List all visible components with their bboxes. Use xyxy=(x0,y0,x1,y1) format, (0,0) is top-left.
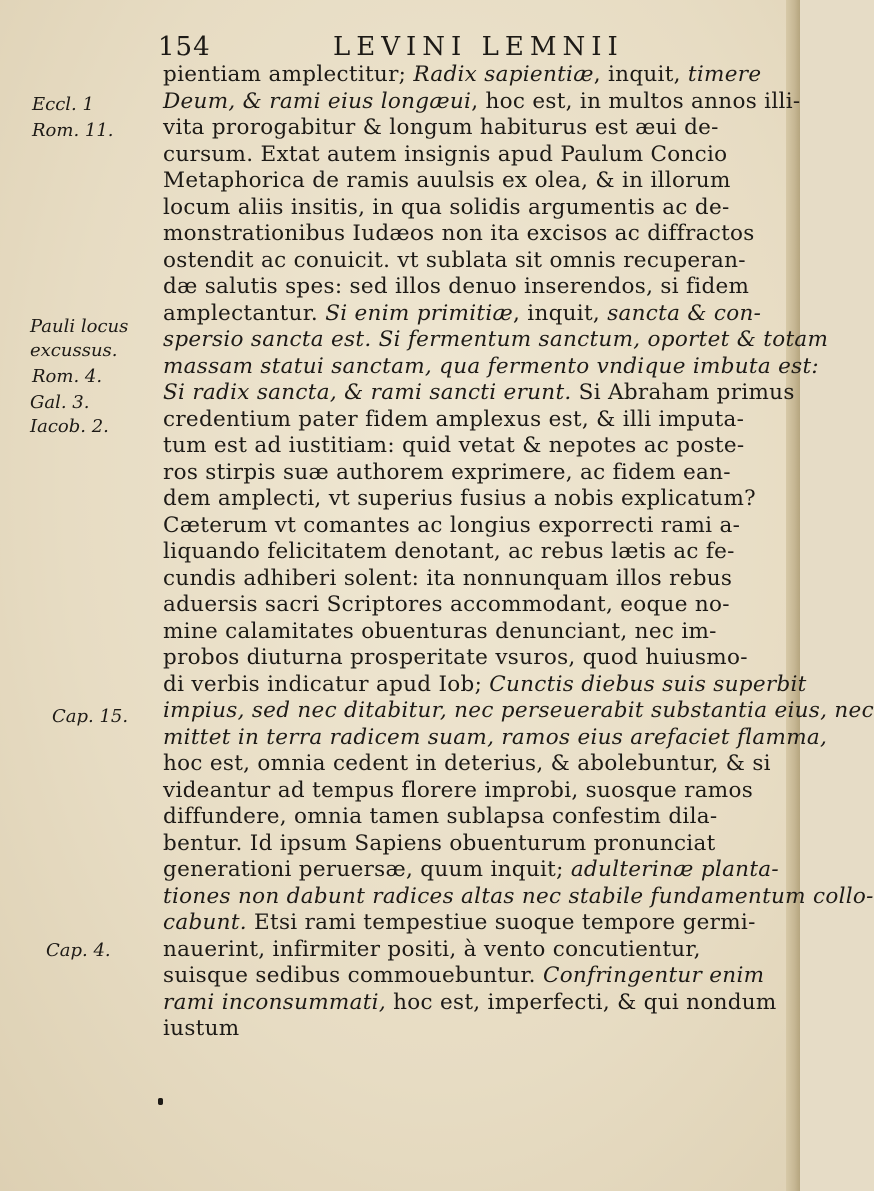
italic-segment: sancta & con- xyxy=(607,300,762,326)
roman-segment: tum est ad iustitiam: quid vetat & nepotes ac poste- xyxy=(163,433,745,458)
roman-segment: Metaphorica de ramis auulsis ex olea, & in illorum xyxy=(163,168,731,193)
text-line xyxy=(163,804,783,831)
text-line xyxy=(163,937,783,964)
text-line xyxy=(163,592,783,619)
running-head: LEVINI LEMNII xyxy=(333,32,624,62)
roman-segment: credentium pater fidem amplexus est, & illi imputa- xyxy=(163,406,745,432)
text-line xyxy=(163,566,783,593)
text-line xyxy=(163,751,783,778)
text-line xyxy=(163,433,783,460)
roman-segment: liquando felicitatem denotant, ac rebus lætis ac fe- xyxy=(163,539,735,564)
roman-segment: nauerint, infirmiter positi, à vento concutientur, xyxy=(163,936,701,962)
italic-segment: cabunt. xyxy=(163,910,247,935)
text-line xyxy=(163,407,783,434)
text-line xyxy=(163,831,783,858)
text-line xyxy=(163,301,783,328)
italic-segment: Si radix sancta, & rami sancti erunt. xyxy=(163,380,572,405)
roman-segment: amplectantur. xyxy=(163,300,326,326)
text-line xyxy=(163,963,783,990)
text-line xyxy=(163,698,874,725)
margin-notes xyxy=(30,0,155,1191)
text-line xyxy=(163,619,783,646)
roman-segment: generationi peruersæ, quum inquit; xyxy=(163,857,571,882)
roman-segment: hoc est, imperfecti, & qui nondum xyxy=(385,989,777,1015)
roman-segment: pientiam amplectitur; xyxy=(163,62,414,87)
text-line xyxy=(163,778,783,805)
text-line xyxy=(163,486,783,513)
roman-segment: ros stirpis suæ authorem exprimere, ac fidem ean- xyxy=(163,459,731,485)
text-line xyxy=(163,857,783,884)
roman-segment: , inquit, xyxy=(593,62,688,87)
roman-segment: Si Abraham primus xyxy=(571,380,795,405)
text-line xyxy=(163,910,783,937)
italic-segment: mittet in terra radicem suam, ramos eius arefaciet flamma, xyxy=(163,724,828,750)
italic-segment: spersio sancta est. Si fermentum sanctum, oportet & totam xyxy=(163,327,829,352)
margin-note: Cap. 4. xyxy=(46,940,111,961)
text-line xyxy=(163,274,783,301)
roman-segment: dæ salutis spes: sed illos denuo inserendos, si fidem xyxy=(163,274,750,299)
text-line xyxy=(163,248,783,275)
roman-segment: locum aliis insitis, in qua solidis argumentis ac de- xyxy=(163,194,730,220)
roman-segment: vita prorogabitur & longum habiturus est æui de- xyxy=(163,115,719,140)
roman-segment: hoc est, omnia cedent in deterius, & abolebuntur, & si xyxy=(163,751,771,776)
margin-note: Cap. 15. xyxy=(52,706,129,727)
roman-segment: cundis adhiberi solent: ita nonnunquam illos rebus xyxy=(163,565,733,591)
italic-segment: Cunctis diebus suis superbit xyxy=(489,671,807,697)
italic-segment: impius, sed nec ditabitur, nec perseuerabit substantia eius, nec xyxy=(163,698,874,723)
margin-note: Rom. 11. xyxy=(32,120,114,141)
text-line xyxy=(163,990,783,1017)
text-line xyxy=(163,88,801,116)
text-line xyxy=(163,645,783,672)
italic-segment: Confringentur enim xyxy=(542,963,765,988)
italic-segment: Deum, & rami eius longæui xyxy=(163,88,472,114)
text-line xyxy=(163,195,783,222)
roman-segment: di verbis indicatur apud Iob; xyxy=(163,671,490,697)
margin-note: Pauli locus xyxy=(30,316,129,337)
roman-segment: probos diuturna prosperitate vsuros, quod huiusmo- xyxy=(163,645,748,670)
roman-segment: , inquit, xyxy=(513,300,608,326)
margin-note: Eccl. 1 xyxy=(32,94,94,115)
roman-segment: bentur. Id ipsum Sapiens obuenturum pronunciat xyxy=(163,830,716,856)
margin-note: Gal. 3. xyxy=(30,392,90,413)
text-line xyxy=(163,221,783,248)
body-text xyxy=(163,62,874,1043)
margin-note: excussus. xyxy=(30,340,118,361)
italic-segment: Si enim primitiæ xyxy=(325,300,513,326)
roman-segment: Etsi rami tempestiue suoque tempore germi- xyxy=(246,910,756,935)
text-line xyxy=(163,460,783,487)
ink-speck xyxy=(158,1098,163,1105)
margin-note: Iacob. 2. xyxy=(30,416,109,437)
roman-segment: aduersis sacri Scriptores accommodant, eoque no- xyxy=(163,592,730,617)
page-edge xyxy=(786,0,800,1191)
text-line xyxy=(163,168,783,195)
text-line xyxy=(163,353,819,381)
italic-segment: tiones non dabunt radices altas nec stabile fundamentum collo- xyxy=(163,883,874,909)
roman-segment: suisque sedibus commouebuntur. xyxy=(163,963,543,988)
roman-segment: videantur ad tempus florere improbi, suosque ramos xyxy=(163,777,754,803)
italic-segment: timere xyxy=(687,62,762,87)
roman-segment: , hoc est, in multos annos illi- xyxy=(471,88,801,114)
text-line xyxy=(163,539,783,566)
roman-segment: Cæterum vt comantes ac longius exporrecti rami a- xyxy=(163,512,741,538)
roman-segment: monstrationibus Iudæos non ita excisos ac diffractos xyxy=(163,221,755,246)
italic-segment: rami inconsummati, xyxy=(163,989,386,1015)
text-line xyxy=(163,327,829,354)
italic-segment: adulterinæ planta- xyxy=(570,857,779,882)
roman-segment: mine calamitates obuenturas denunciant, nec im- xyxy=(163,618,717,644)
roman-segment: iustum xyxy=(163,1016,240,1041)
page-number: 154 xyxy=(158,32,211,62)
margin-note: Rom. 4. xyxy=(32,366,103,387)
text-line xyxy=(163,513,783,540)
text-line xyxy=(163,380,795,407)
text-line xyxy=(163,724,828,752)
roman-segment: cursum. Extat autem insignis apud Paulum Concio xyxy=(163,141,728,167)
roman-segment: diffundere, omnia tamen sublapsa confestim dila- xyxy=(163,804,718,829)
text-line xyxy=(163,142,783,169)
italic-segment: Radix sapientiæ xyxy=(413,62,594,87)
roman-segment: dem amplecti, vt superius fusius a nobis explicatum? xyxy=(163,486,756,511)
italic-segment: massam statui sanctam, qua fermento vndique imbuta est: xyxy=(163,353,819,379)
text-line xyxy=(163,883,874,911)
roman-segment: ostendit ac conuicit. vt sublata sit omnis recuperan- xyxy=(163,247,746,273)
text-line xyxy=(163,1016,783,1043)
text-line xyxy=(163,671,807,699)
text-line xyxy=(163,62,783,89)
text-line xyxy=(163,115,783,142)
